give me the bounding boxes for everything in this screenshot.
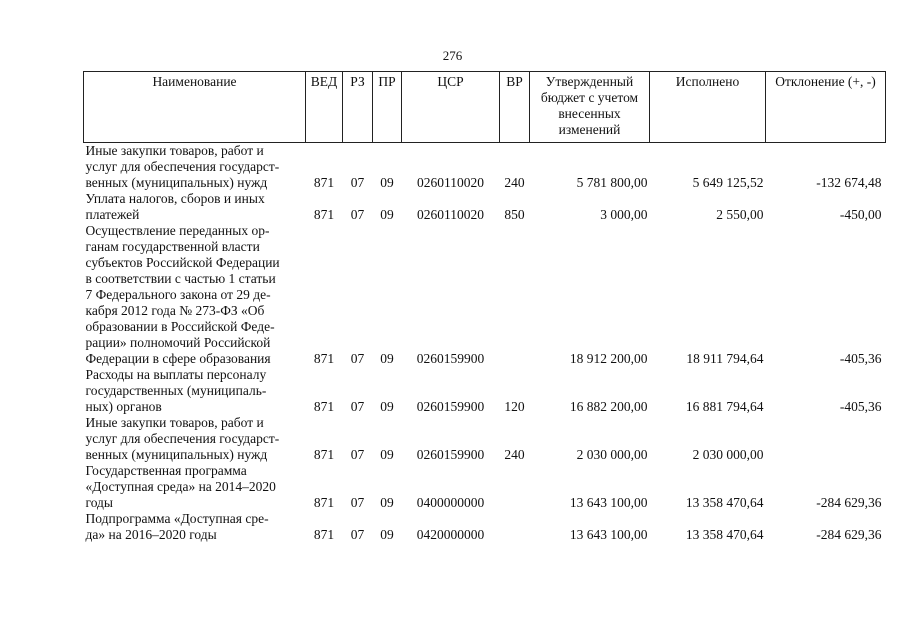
name-line: венных (муниципальных) нужд <box>85 447 268 462</box>
cell-pr: 09 <box>380 175 394 190</box>
cell-csr: 0260110020 <box>417 175 484 190</box>
table-header <box>84 72 886 143</box>
header-csr: ЦСР <box>402 72 500 143</box>
name-line: Иные закупки товаров, работ и <box>85 415 264 430</box>
cell-ved: 871 <box>313 447 335 462</box>
name-line: ных) органов <box>85 399 162 414</box>
cell-rz: 07 <box>350 527 365 542</box>
cell-csr: 0260159900 <box>416 351 485 366</box>
name-line: ганам государственной власти <box>85 239 260 254</box>
name-line: в соответствии с частью 1 статьи <box>85 271 276 286</box>
table-row <box>84 415 886 463</box>
name-line: услуг для обеспечения государст- <box>85 431 280 446</box>
cell-ved: 871 <box>313 495 335 510</box>
name-line: Подпрограмма «Доступная сре- <box>85 511 269 526</box>
cell-vr <box>500 463 530 511</box>
name-line: Осуществление переданных ор- <box>85 223 270 238</box>
cell-ved: 871 <box>313 527 335 542</box>
cell-executed: 2 030 000,00 <box>692 447 764 462</box>
cell-csr: 0400000000 <box>416 495 485 510</box>
cell-vr <box>500 511 530 543</box>
name-line: рации» полномочий Российской <box>85 335 271 350</box>
cell-rz: 07 <box>350 175 365 190</box>
cell-name <box>84 143 306 192</box>
cell-ved: 871 <box>313 175 335 190</box>
cell-vr: 850 <box>504 207 525 222</box>
cell-approved: 2 030 000,00 <box>576 447 648 462</box>
cell-pr: 09 <box>380 207 394 222</box>
cell-vr <box>500 223 530 367</box>
header-approved: Утвержденный бюджет с учетом внесенных изменений <box>530 72 650 143</box>
cell-csr: 0260110020 <box>417 207 484 222</box>
cell-name <box>84 223 306 367</box>
name-line: годы <box>85 495 114 510</box>
name-line: государственных (муниципаль- <box>85 383 267 398</box>
cell-approved: 13 643 100,00 <box>569 527 648 542</box>
cell-deviation: -450,00 <box>839 207 882 222</box>
cell-deviation <box>766 415 886 463</box>
cell-approved: 18 912 200,00 <box>569 351 648 366</box>
cell-executed: 18 911 794,64 <box>686 351 764 366</box>
cell-deviation: -405,36 <box>839 399 882 414</box>
cell-csr: 0260159900 <box>416 399 485 414</box>
name-line: венных (муниципальных) нужд <box>85 175 268 190</box>
table-row <box>84 367 886 415</box>
cell-rz: 07 <box>350 495 365 510</box>
cell-rz: 07 <box>350 351 365 366</box>
cell-ved: 871 <box>313 207 335 222</box>
header-vr: ВР <box>500 72 530 143</box>
cell-approved: 5 781 800,00 <box>576 175 648 190</box>
cell-deviation: -132 674,48 <box>816 175 882 190</box>
cell-ved: 871 <box>313 399 335 414</box>
page-number: 276 <box>442 48 463 63</box>
name-line: Иные закупки товаров, работ и <box>85 143 264 158</box>
cell-deviation: -284 629,36 <box>816 495 882 510</box>
cell-approved: 13 643 100,00 <box>569 495 648 510</box>
name-line: услуг для обеспечения государст- <box>85 159 280 174</box>
name-line: Расходы на выплаты персоналу <box>85 367 267 382</box>
name-line: Уплата налогов, сборов и иных <box>85 191 265 206</box>
cell-approved: 3 000,00 <box>600 207 648 222</box>
cell-pr: 09 <box>380 447 394 462</box>
cell-pr: 09 <box>380 495 394 510</box>
name-line: платежей <box>85 207 140 222</box>
table-row <box>84 511 886 543</box>
cell-name <box>84 367 306 415</box>
table-body <box>84 143 886 544</box>
table-row <box>84 223 886 367</box>
cell-executed: 5 649 125,52 <box>692 175 764 190</box>
cell-name <box>84 511 306 543</box>
table-row <box>84 463 886 511</box>
table-row <box>84 191 886 223</box>
name-line: кабря 2012 года № 273-ФЗ «Об <box>85 303 265 318</box>
name-line: субъектов Российской Федерации <box>85 255 280 270</box>
cell-deviation: -405,36 <box>839 351 882 366</box>
cell-executed: 13 358 470,64 <box>685 527 764 542</box>
name-line: образовании в Российской Феде- <box>85 319 275 334</box>
cell-rz: 07 <box>350 447 365 462</box>
cell-deviation: -284 629,36 <box>816 527 882 542</box>
name-line: 7 Федерального закона от 29 де- <box>85 287 271 302</box>
table-row <box>84 143 886 192</box>
cell-ved: 871 <box>313 351 335 366</box>
cell-name <box>84 415 306 463</box>
cell-rz: 07 <box>350 207 365 222</box>
cell-vr: 240 <box>504 447 525 462</box>
cell-csr: 0420000000 <box>416 527 485 542</box>
name-line: да» на 2016–2020 годы <box>85 527 217 542</box>
cell-name <box>84 463 306 511</box>
cell-vr: 240 <box>504 175 525 190</box>
header-rz: РЗ <box>343 72 373 143</box>
header-name: Наименование <box>84 72 306 143</box>
cell-name <box>84 191 306 223</box>
header-deviation: Отклонение (+, -) <box>766 72 886 143</box>
name-line: Государственная программа <box>85 463 247 478</box>
cell-rz: 07 <box>350 399 365 414</box>
header-pr: ПР <box>373 72 402 143</box>
budget-table <box>83 71 886 543</box>
name-line: «Доступная среда» на 2014–2020 <box>85 479 276 494</box>
cell-pr: 09 <box>380 527 394 542</box>
cell-executed: 16 881 794,64 <box>685 399 764 414</box>
header-ved: ВЕД <box>306 72 343 143</box>
cell-pr: 09 <box>380 399 394 414</box>
name-line: Федерации в сфере образования <box>85 351 271 366</box>
cell-csr: 0260159900 <box>416 447 485 462</box>
cell-executed: 2 550,00 <box>716 207 764 222</box>
cell-vr: 120 <box>504 399 525 414</box>
cell-pr: 09 <box>380 351 394 366</box>
cell-approved: 16 882 200,00 <box>569 399 648 414</box>
cell-executed: 13 358 470,64 <box>685 495 764 510</box>
header-executed: Исполнено <box>650 72 766 143</box>
